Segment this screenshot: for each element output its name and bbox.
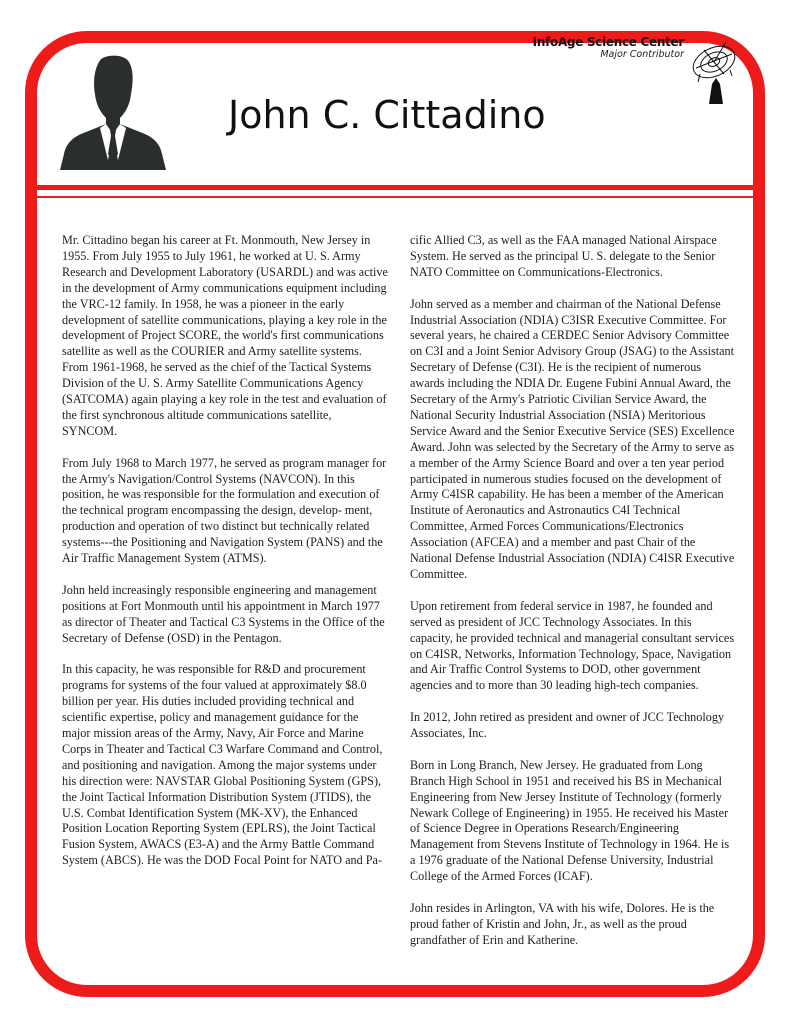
header-divider-thin <box>31 196 759 198</box>
satellite-dish-icon <box>690 38 740 108</box>
bio-paragraph: Mr. Cittadino began his career at Ft. Monmouth, New Jersey in 1955. From July 1955 to July 1961, he worked at U. S. Army Research and Development Laboratory (USARDL) and was active in the development of Army communications equipment including the VRC-12 family. In 1958, he was a pioneer in the early development of satellite communications, playing a key role in the development of Project SCORE, the world's first communications satellite as well as the COURIER and Army satellite systems. From 1961-1968, he served as the chief of the Tactical Systems Division of the U. S. Army Satellite Communications Agency (SATCOMA) again playing a key role in the test and evaluation of the first synchronous altitude communications satellite, SYNCOM. <box>62 233 388 438</box>
bio-paragraph: John served as a member and chairman of the National Defense Industrial Association (NDIA) C3ISR Executive Committee. For several years, he chaired a CERDEC Senior Advisory Committee on C3I and a Joint Senior Advisory Group (JSAG) to the Assistant Secretary of Defense (C3I). He is the recipient of numerous awards including the NDIA Dr. Eugene Fubini Annual Award, the Secretary of the Army's Patriotic Civilian Service Award, the National Security Industrial Association (NSIA) Meritorious Service Award and the Senior Executive Service (SES) Excellence Award. John was selected by the Secretary of the Army to serve as a member of the Army Science Board and over a ten year period participated in numerous studies focused on the development of Army C4ISR capability. He has been a member of the American Institute of Aeronautics and Astronautics C4I Technical Committee, Armed Forces Communications/Electronics Association (AFCEA) and a member and past Chair of the National Defense Industrial Association (NDIA) C4ISR Executive Committee. <box>410 296 735 582</box>
bio-column-right <box>410 233 737 965</box>
bio-paragraph: John resides in Arlington, VA with his wife, Dolores. He is the proud father of Kristin and John, Jr., as well as the proud grandfather of Erin and Katherine. <box>410 900 715 947</box>
person-silhouette-icon <box>54 50 172 170</box>
organization-name: InfoAge Science Center <box>532 35 684 49</box>
bio-column-left <box>62 233 389 885</box>
person-name-heading: John C. Cittadino <box>228 93 546 137</box>
bio-paragraph: Upon retirement from federal service in 1987, he founded and served as president of JCC Technology Associates. In this capacity, he provided technical and managerial consultant services on C4ISR, Networks, Information Technology, Space, Navigation and Air Traffic Control Systems to DOD, other government agencies and to more than 30 leading high-tech companies. <box>410 598 735 693</box>
bio-paragraph: From July 1968 to March 1977, he served as program manager for the Army's Navigation/Control Systems (NAVCON). In this position, he was responsible for the formulation and execution of the technical program encompassing the design, develop- ment, production and operation of two distinct but technically related systems---the Positioning and Navigation System (PANS) and the Air Traffic Management System (ATMS). <box>62 455 387 566</box>
bio-paragraph: In 2012, John retired as president and owner of JCC Technology Associates, Inc. <box>410 710 725 741</box>
organization-credit <box>533 36 684 61</box>
bio-paragraph: In this capacity, he was responsible for R&D and procurement programs for systems of the four valued at approximately $8.0 billion per year. His duties included providing technical and scientific expertise, policy and management guidance for the major mission areas of the Army, Navy, Air Force and Marine Corps in Theater and Tactical C3 Warfare Command and Control, and positioning and navigation. Among the major systems under his direction were: NAVSTAR Global Positioning System (GPS), the Joint Tactical Information Distribution System (JTIDS), the U.S. Combat Identification System (MK-XV), the Enhanced Position Location Reporting System (EPLRS), the Joint Tactical Fusion System, AWACS (E3-A) and the Army Battle Command System (ABCS). He was the DOD Focal Point for NATO and Pa- <box>62 662 383 868</box>
contributor-role: Major Contributor <box>600 48 684 60</box>
bio-paragraph: cific Allied C3, as well as the FAA managed National Airspace System. He served as the principal U. S. delegate to the Senior NATO Committee on Communications-Electronics. <box>410 233 717 279</box>
header-divider-thick <box>31 185 759 190</box>
bio-paragraph: Born in Long Branch, New Jersey. He graduated from Long Branch High School in 1951 and received his BS in Mechanical Engineering from New Jersey Institute of Technology (formerly Newark College of Engineering) in 1955. He received his Master of Science Degree in Operations Research/Engineering Management from Stevens Institute of Technology in 1964. He is a 1976 graduate of the National Defense University, Industrial College of the Armed Forces (ICAF). <box>410 757 730 884</box>
bio-paragraph: John held increasingly responsible engineering and management positions at Fort Monmouth until his appointment in March 1977 as director of Theater and Tactical C3 Systems in the Office of the Secretary of Defense (OSD) in the Pentagon. <box>62 582 385 645</box>
